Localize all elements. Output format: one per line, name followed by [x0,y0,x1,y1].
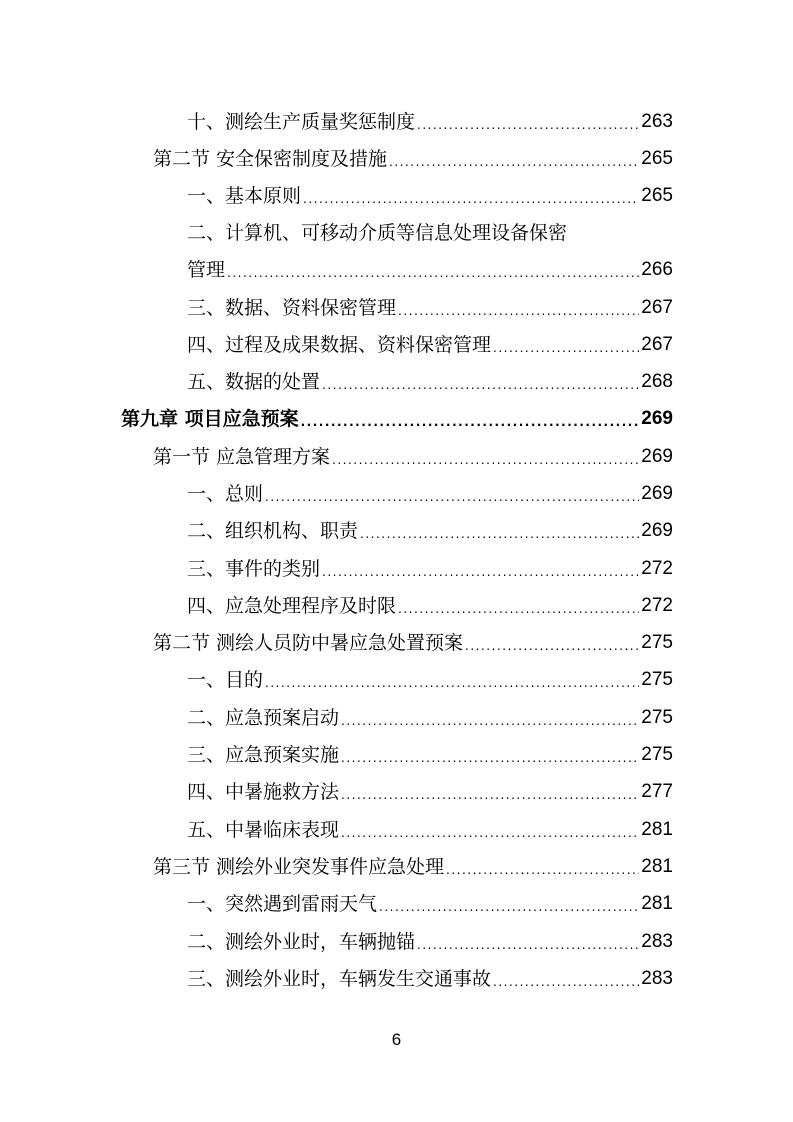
toc-entry-label: 第三节 测绘外业突发事件应急处理 [153,856,445,878]
leader-dots [341,825,639,841]
toc-entry[interactable] [187,811,673,841]
toc-entry-label: 第二节 安全保密制度及措施 [153,148,388,170]
toc-entry-label: 管理 [187,259,226,281]
toc-entry[interactable] [187,773,673,803]
toc-entry[interactable] [187,512,673,542]
toc-entry-page: 277 [641,781,673,802]
toc-entry[interactable] [187,550,673,580]
toc-entry-label: 一、总则 [187,483,264,505]
leader-dots [301,414,640,430]
toc-entry-page: 265 [641,148,673,169]
toc-entry[interactable] [187,103,673,133]
leader-dots [417,937,639,953]
toc-entry-label: 一、突然遇到雷雨天气 [187,893,378,915]
toc-entry-page: 266 [641,259,673,280]
toc-entry-page: 272 [641,558,673,579]
leader-dots [417,117,639,133]
toc-entry[interactable] [187,289,673,319]
toc-entry-label: 第一节 应急管理方案 [153,446,331,468]
toc-entry-label: 五、数据的处置 [187,371,321,393]
toc-entry-page: 267 [641,297,673,318]
toc-entry-page: 275 [641,669,673,690]
leader-dots [398,303,639,319]
toc-entry[interactable] [187,251,673,281]
leader-dots [322,377,639,393]
toc-entry[interactable] [187,363,673,393]
toc-entry-label: 三、测绘外业时，车辆发生交通事故 [187,968,492,990]
toc-entry-page: 275 [641,707,673,728]
toc-entry-label: 十、测绘生产质量奖惩制度 [187,111,416,133]
toc-chapter-entry[interactable] [121,400,673,430]
toc-entry-label: 第九章 项目应急预案 [121,408,299,430]
toc-entry[interactable] [187,960,673,990]
toc-entry-page: 281 [641,893,673,914]
leader-dots [379,899,639,915]
toc-entry[interactable] [187,736,673,766]
toc-entry-label: 一、目的 [187,669,264,691]
leader-dots [341,750,639,766]
toc-section-entry[interactable] [153,848,673,878]
toc-entry[interactable] [187,587,673,617]
toc-entry-page: 269 [641,483,673,504]
toc-entry-page: 281 [641,819,673,840]
page-number: 6 [391,1030,402,1049]
leader-dots [465,638,639,654]
toc-entry-label: 四、中暑施救方法 [187,781,340,803]
toc-entry-page: 283 [641,931,673,952]
toc-entry[interactable] [187,177,673,207]
toc-section-entry[interactable] [153,140,673,170]
toc-entry-label: 四、过程及成果数据、资料保密管理 [187,334,492,356]
leader-dots [446,862,639,878]
toc-entry-label: 四、应急处理程序及时限 [187,595,397,617]
toc-entry[interactable] [187,699,673,729]
toc-entry-label: 五、中暑临床表现 [187,819,340,841]
toc-entry-label: 三、数据、资料保密管理 [187,297,397,319]
leader-dots [265,675,639,691]
toc-entry-page: 275 [641,744,673,765]
leader-dots [227,265,639,281]
toc-entry[interactable] [187,326,673,356]
toc-section-entry[interactable] [153,624,673,654]
leader-dots [341,713,639,729]
leader-dots [341,787,639,803]
toc-entry-page: 283 [641,968,673,989]
leader-dots [322,564,639,580]
toc-entry-wrapped-line[interactable]: 二、计算机、可移动介质等信息处理设备保密 [187,222,568,244]
leader-dots [389,154,639,170]
toc-entry-page: 265 [641,185,673,206]
toc-entry-label: 二、应急预案启动 [187,707,340,729]
toc-entry-label: 二、测绘外业时，车辆抛锚 [187,931,416,953]
toc-entry-label: 三、事件的类别 [187,558,321,580]
toc-entry-page: 269 [641,520,673,541]
toc-entry-page: 272 [641,595,673,616]
leader-dots [493,340,639,356]
leader-dots [265,489,639,505]
toc-entry-page: 267 [641,334,673,355]
toc-entry-page: 263 [641,111,673,132]
toc-entry[interactable] [187,885,673,915]
toc-entry[interactable] [187,475,673,505]
toc-entry-label: 三、应急预案实施 [187,744,340,766]
toc-entry-page: 269 [641,408,673,429]
toc-entry-page: 281 [641,856,673,877]
leader-dots [493,974,639,990]
leader-dots [398,601,639,617]
toc-section-entry[interactable] [153,438,673,468]
toc-entry-page: 275 [641,632,673,653]
toc-entry-page: 268 [641,371,673,392]
toc-entry[interactable] [187,661,673,691]
toc-entry-label: 一、基本原则 [187,185,302,207]
toc-entry-label: 二、组织机构、职责 [187,520,359,542]
toc-entry-label: 第二节 测绘人员防中暑应急处置预案 [153,632,464,654]
leader-dots [303,191,639,207]
leader-dots [332,452,639,468]
toc-entry-page: 269 [641,446,673,467]
leader-dots [360,526,639,542]
toc-entry[interactable] [187,923,673,953]
